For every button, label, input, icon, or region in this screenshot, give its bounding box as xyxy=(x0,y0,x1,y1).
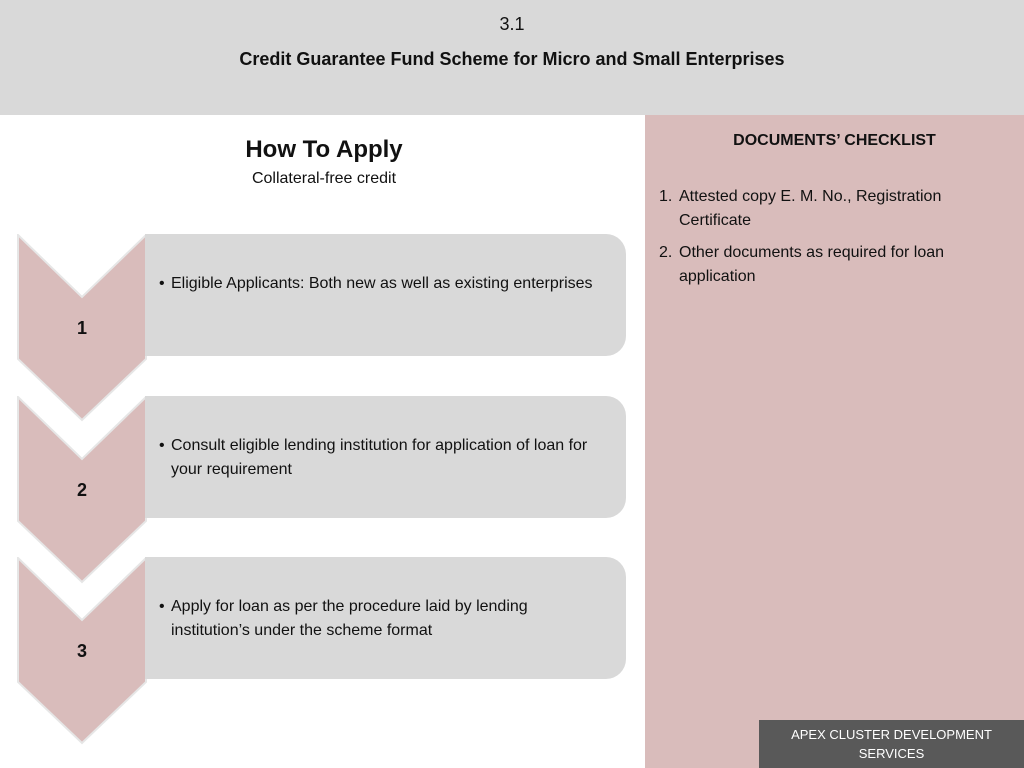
how-to-apply-subheading: Collateral-free credit xyxy=(251,170,397,187)
step-2-text: Consult eligible lending institution for application of loan for your requirement xyxy=(171,437,588,478)
checklist-item-number: 1. xyxy=(659,188,673,205)
checklist-item xyxy=(659,185,1004,233)
bullet-icon: • xyxy=(159,437,165,454)
step-1-text: Eligible Applicants: Both new as well as existing enterprises xyxy=(171,275,593,292)
bullet-icon: • xyxy=(159,598,165,615)
bullet-icon: • xyxy=(159,275,165,292)
footer-brand-badge: APEX CLUSTER DEVELOPMENT SERVICES xyxy=(759,720,1024,768)
slide-title: Credit Guarantee Fund Scheme for Micro and Small Enterprises xyxy=(239,49,785,69)
step-3-number: 3 xyxy=(76,641,87,661)
checklist-item-text: Other documents as required for loan application xyxy=(679,244,945,285)
slide-header xyxy=(0,0,1024,115)
checklist-item xyxy=(659,241,1004,289)
step-1-box xyxy=(145,234,626,356)
step-2-number: 2 xyxy=(76,480,87,500)
checklist-list xyxy=(659,185,1004,297)
checklist-title: DOCUMENTS’ CHECKLIST xyxy=(733,132,936,149)
step-2-box xyxy=(145,396,626,518)
step-1-number: 1 xyxy=(76,318,87,338)
documents-checklist-panel xyxy=(645,115,1024,768)
slide-number: 3.1 xyxy=(499,14,525,34)
step-3-box xyxy=(145,557,626,679)
step-3-text: Apply for loan as per the procedure laid by lending institution’s under the scheme format xyxy=(171,598,528,639)
how-to-apply-heading: How To Apply xyxy=(245,136,403,163)
checklist-item-text: Attested copy E. M. No., Registration Certificate xyxy=(679,188,942,229)
checklist-item-number: 2. xyxy=(659,244,673,261)
